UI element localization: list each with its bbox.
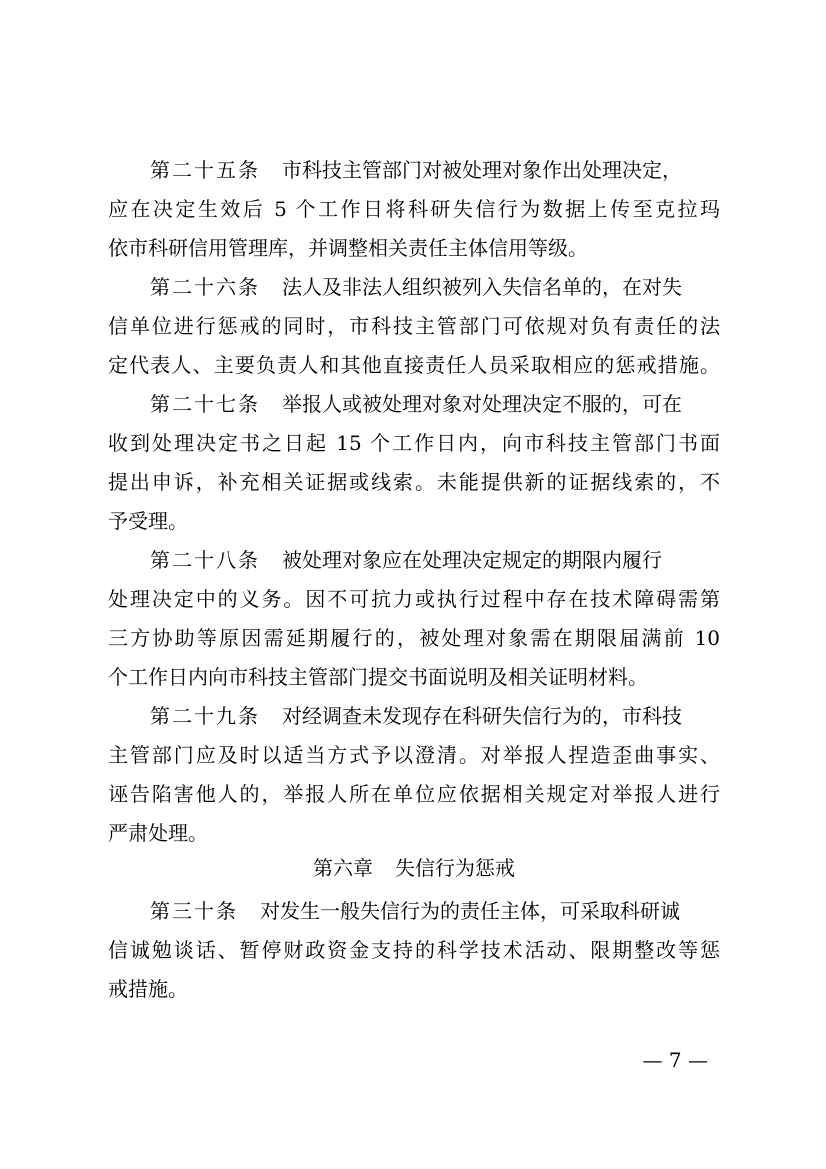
article-27-label: 第二十七条 <box>150 394 260 416</box>
article-27-line-1: 第二十七条 举报人或被处理对象对处理决定不服的，可在 <box>150 394 682 416</box>
article-28-line-1: 第二十八条 被处理对象应在处理决定规定的期限内履行 <box>150 550 662 572</box>
article-29-line-1: 第二十九条 对经调查未发现存在科研失信行为的，市科技 <box>150 706 682 728</box>
article-25-line-3: 依市科研信用管理库，并调整相关责任主体信用等级。 <box>108 238 588 260</box>
page-number: — 7 — <box>642 1048 708 1072</box>
article-25-line-2: 应在决定生效后 5 个工作日将科研失信行为数据上传至克拉玛 <box>108 199 720 221</box>
article-29-label: 第二十九条 <box>150 706 260 728</box>
article-26-label: 第二十六条 <box>150 277 260 299</box>
article-27-line-3: 提出申诉，补充相关证据或线索。未能提供新的证据线索的，不 <box>108 472 720 494</box>
article-30-line-3: 戒措施。 <box>108 979 188 1001</box>
article-28-label: 第二十八条 <box>150 550 260 572</box>
article-27-line-4: 予受理。 <box>108 511 188 533</box>
article-30-line-2: 信诚勉谈话、暂停财政资金支持的科学技术活动、限期整改等惩 <box>108 940 720 962</box>
chapter-heading <box>108 858 720 878</box>
article-28-line-2: 处理决定中的义务。因不可抗力或执行过程中存在技术障碍需第 <box>108 589 720 611</box>
article-26-line-2: 信单位进行惩戒的同时，市科技主管部门可依规对负有责任的法 <box>108 316 720 338</box>
chapter-title: 失信行为惩戒 <box>395 856 515 880</box>
article-30-label: 第三十条 <box>150 901 238 923</box>
article-29-line-4: 严肃处理。 <box>108 823 208 845</box>
article-30-line-1: 第三十条 对发生一般失信行为的责任主体，可采取科研诚 <box>150 901 680 923</box>
article-26-line-3: 定代表人、主要负责人和其他直接责任人员采取相应的惩戒措施。 <box>108 355 720 377</box>
article-25-line-1: 第二十五条 市科技主管部门对被处理对象作出处理决定， <box>150 160 682 182</box>
chapter-number: 第六章 <box>313 856 373 880</box>
article-29-line-3: 诬告陷害他人的，举报人所在单位应依据相关规定对举报人进行 <box>108 784 720 806</box>
article-26-line-1: 第二十六条 法人及非法人组织被列入失信名单的，在对失 <box>150 277 682 299</box>
article-29-line-2: 主管部门应及时以适当方式予以澄清。对举报人捏造歪曲事实、 <box>108 745 720 767</box>
article-27-line-2: 收到处理决定书之日起 15 个工作日内，向市科技主管部门书面 <box>108 433 720 455</box>
article-28-line-4: 个工作日内向市科技主管部门提交书面说明及相关证明材料。 <box>108 667 648 689</box>
article-28-line-3: 三方协助等原因需延期履行的，被处理对象需在期限届满前 10 <box>108 628 720 650</box>
article-25-label: 第二十五条 <box>150 160 260 182</box>
